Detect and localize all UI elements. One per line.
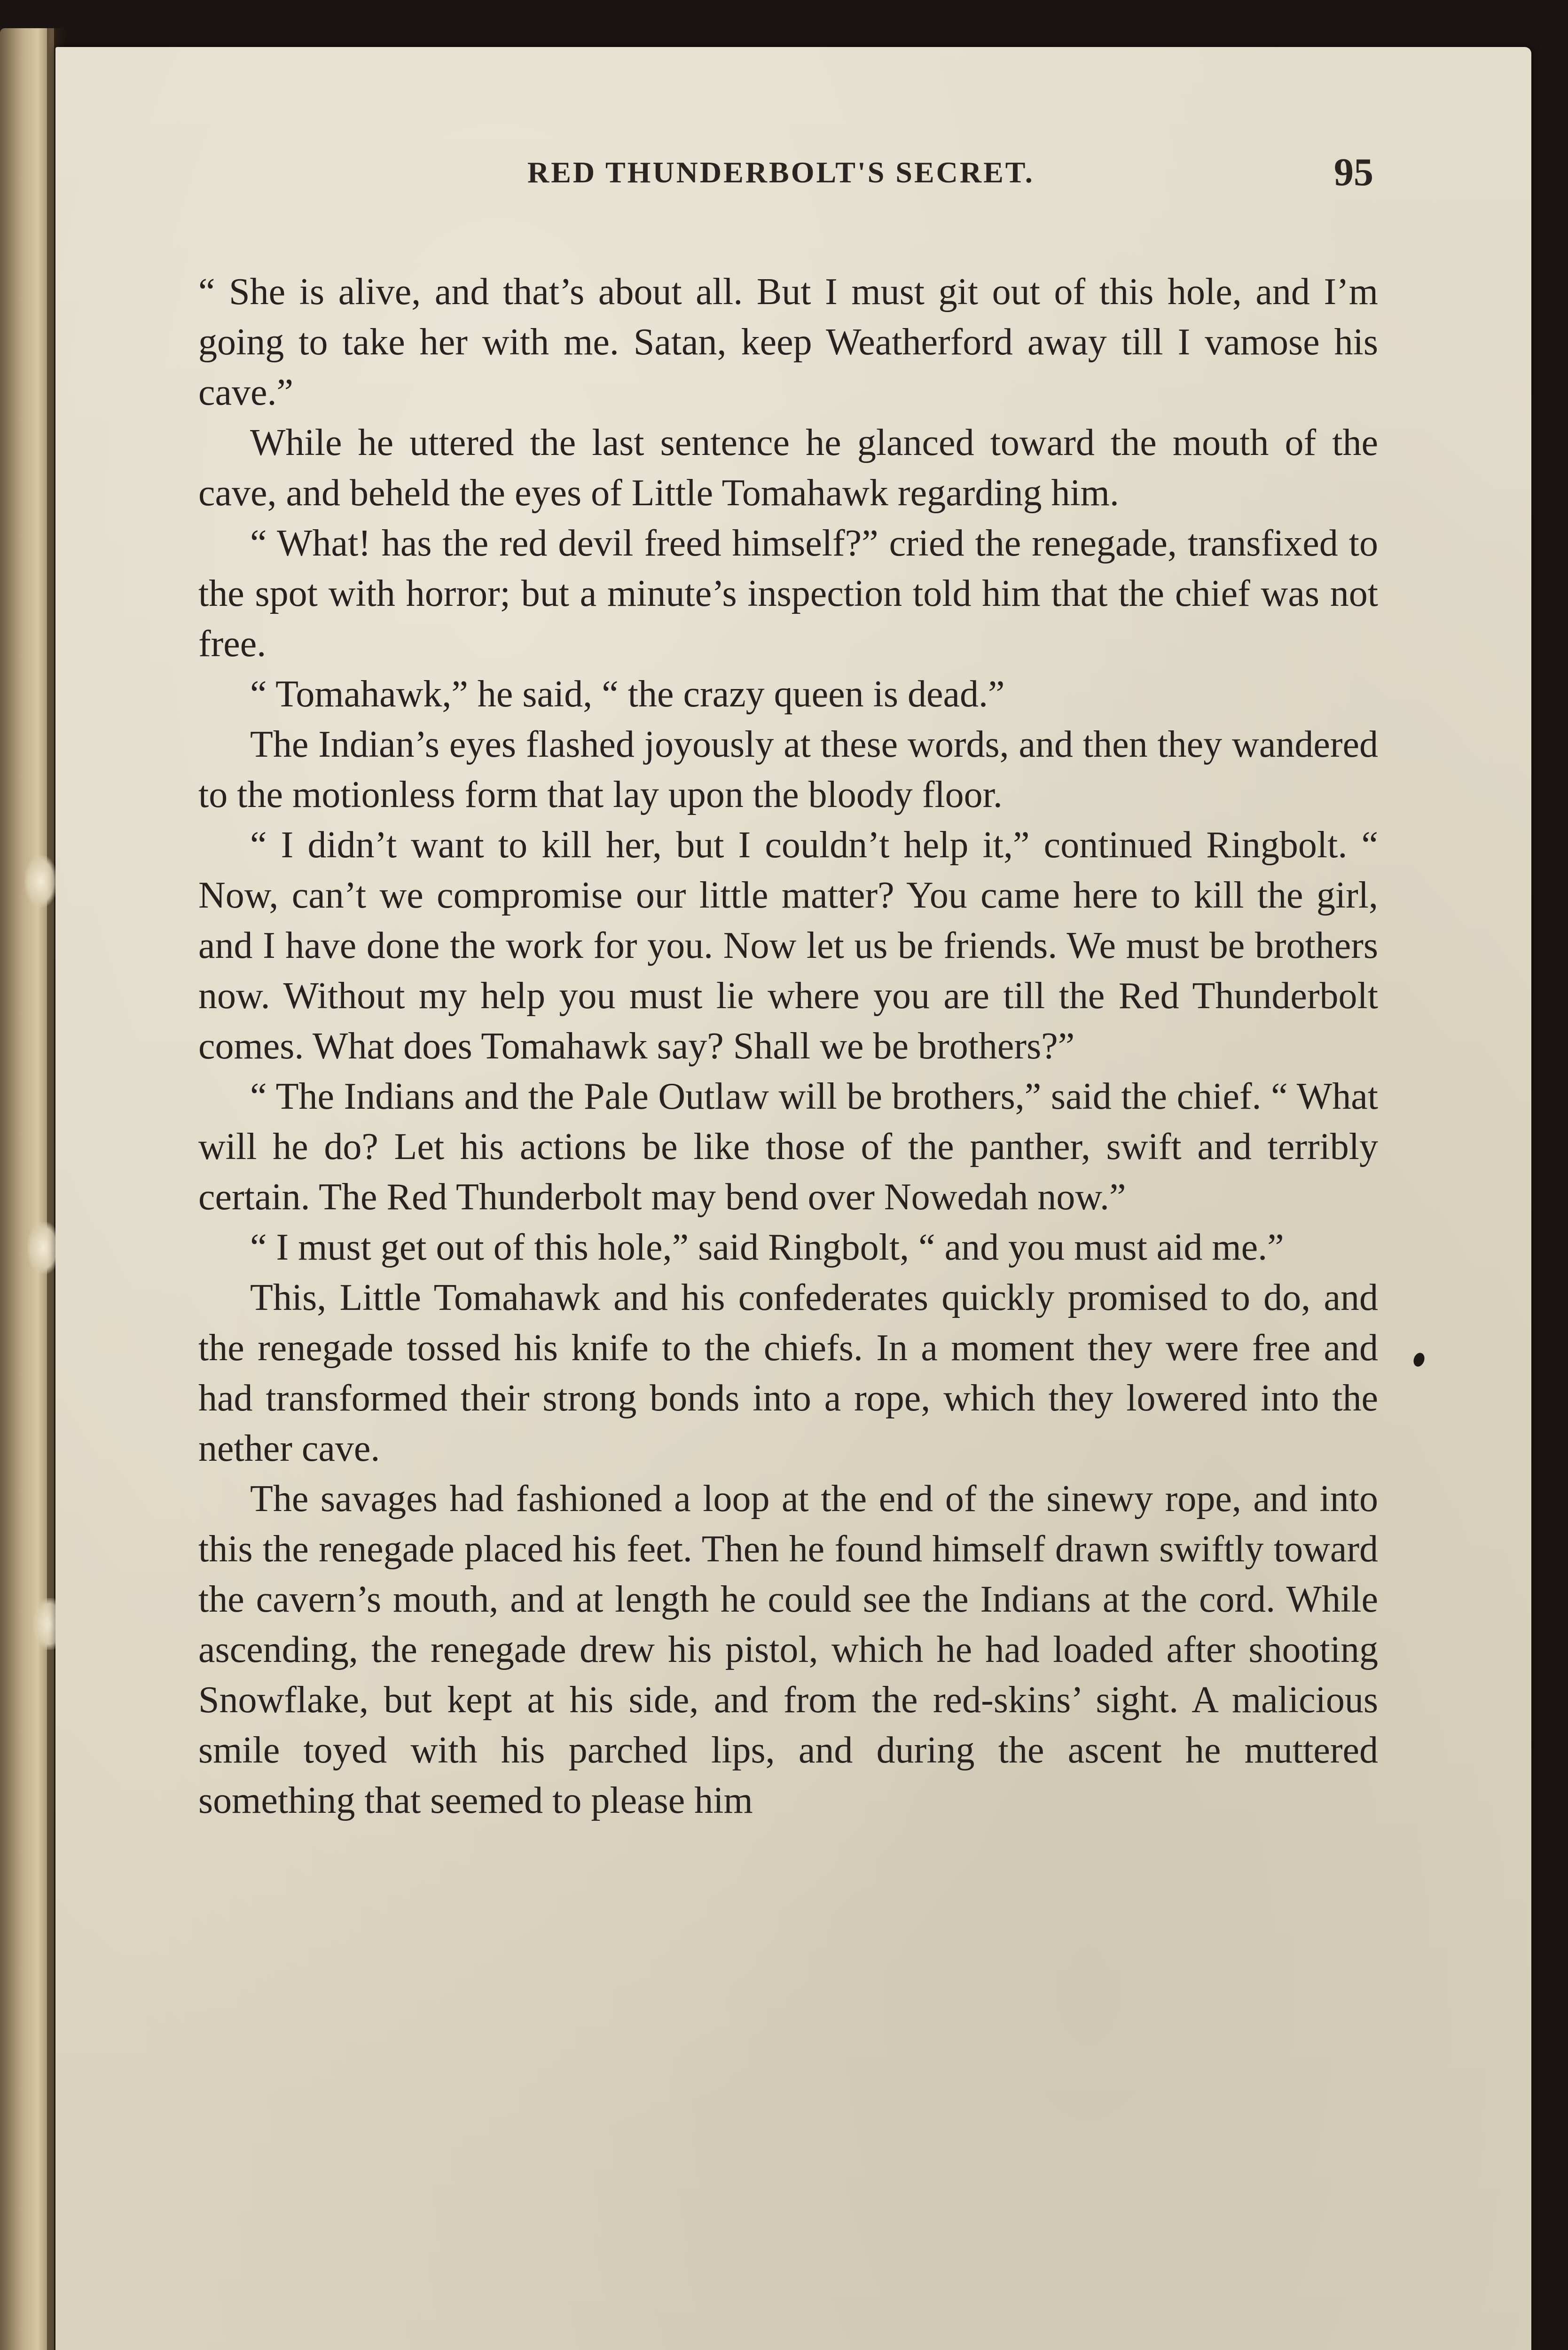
paragraph: “ Tomahawk,” he said, “ the crazy queen is dead.” xyxy=(250,674,1005,715)
paragraph: “ What! has the red devil freed himself?” cried the renegade, transfixed to the spot with horror; but a minute’s inspection told him that the chief was not free. xyxy=(198,523,1378,665)
body-text xyxy=(198,267,1378,1826)
paragraph: “ I didn’t want to kill her, but I couldn’t help it,” continued Ringbolt. “ Now, can’t we compromise our little matter? You came here to kill the girl, and I have done the work for you. Now let us be friends. We must be brothers now. Without my help you must lie where you are till the Red Thunderbolt comes. What does Tomahawk say? Shall we be brothers?” xyxy=(198,824,1378,1067)
paragraph: “ The Indians and the Pale Outlaw will be brothers,” said the chief. “ What will he do? Let his actions be like those of the panther, swift and terribly certain. The Red Thunderbolt may bend over Nowedah now.” xyxy=(198,1076,1378,1218)
paragraph: “ She is alive, and that’s about all. But I must git out of this hole, and I’m going to take her with me. Satan, keep Weatherford away till I vamose his cave.” xyxy=(198,271,1378,413)
running-head xyxy=(198,131,1373,194)
running-title: RED THUNDERBOLT'S SECRET. xyxy=(527,156,1035,189)
paragraph: The Indian’s eyes flashed joyously at these words, and then they wandered to the motionless form that lay upon the bloody floor. xyxy=(198,724,1378,815)
binding-stitch xyxy=(24,855,57,907)
page-number: 95 xyxy=(1334,150,1373,194)
paragraph: This, Little Tomahawk and his confederates quickly promised to do, and the renegade tossed his knife to the chiefs. In a moment they were free and had transformed their strong bonds into a rope, which they lowered into the nether cave. xyxy=(198,1277,1378,1469)
left-page-edge xyxy=(0,28,54,2350)
paragraph: “ I must get out of this hole,” said Ringbolt, “ and you must aid me.” xyxy=(250,1227,1284,1268)
paragraph: The savages had fashioned a loop at the end of the sinewy rope, and into this the renegade placed his feet. Then he found himself drawn swiftly toward the cavern’s mouth, and at length he could see the Indians at the cord. While ascending, the renegade drew his pistol, which he had loaded after shooting Snowflake, but kept at his side, and from the red-skins’ sight. A malicious smile toyed with his parched lips, and during the ascent he muttered something that seemed to please him xyxy=(198,1478,1378,1821)
paragraph: While he uttered the last sentence he glanced toward the mouth of the cave, and beheld the eyes of Little Tomahawk regarding him. xyxy=(198,422,1378,514)
